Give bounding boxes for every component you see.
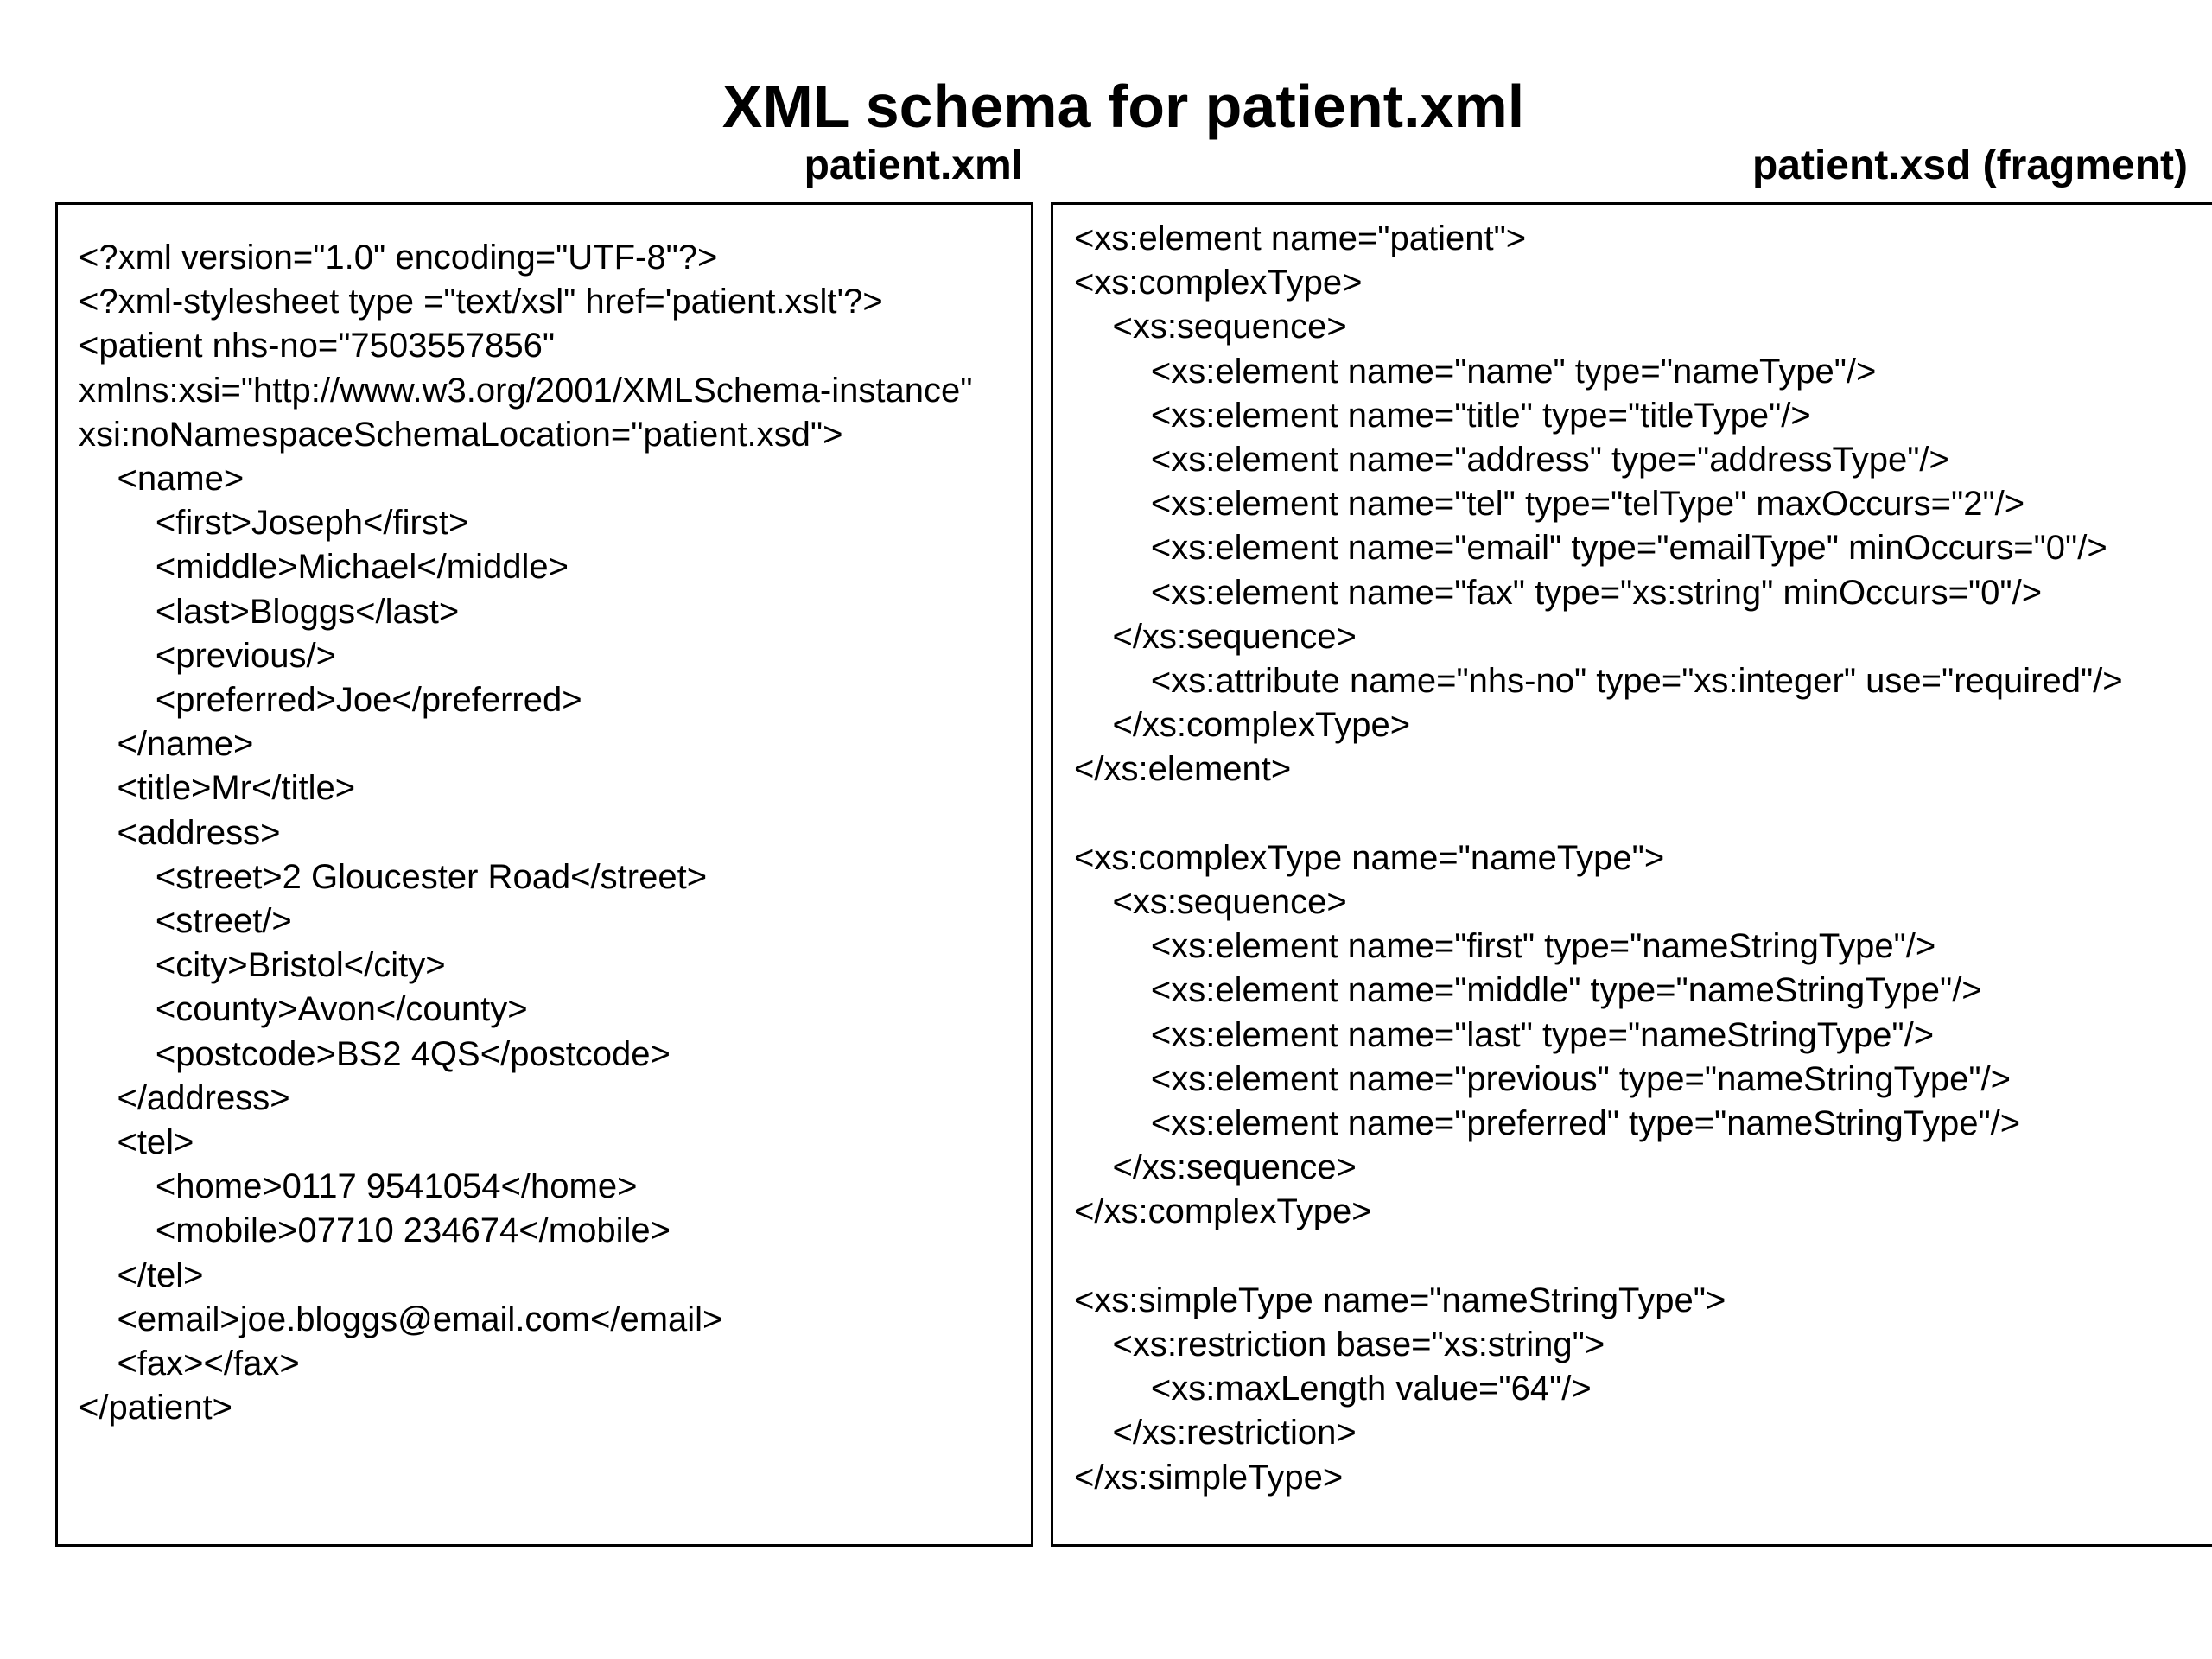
patient-xml-code: <?xml version="1.0" encoding="UTF-8"?> <?xml-stylesheet type ="text/xsl" href='patient.xslt'?> <patient nhs-no="7503557856" xmlns:xsi="http://www.w3.org/2001/XMLSchema-instance" xsi:noNamespaceSchemaLocation="patient.xsd"> <name> <first>Joseph</first> <middle>Michael</middle> <last>Bloggs</last> <previous/> <preferred>Joe</preferred> </name> <title>Mr</title> <address> <street>2 Gloucester Road</street> <street/> <city>Bristol</city> <county>Avon</county> <postcode>BS2 4QS</postcode> </address> <tel> <home>0117 9541054</home> <mobile>07710 234674</mobile> </tel> <email>joe.bloggs@email.com</email> <fax></fax> </patient> <box>79 238 973 1427</box>
patient-xsd-heading: patient.xsd (fragment) <box>1751 143 2188 188</box>
patient-xml-heading: patient.xml <box>804 143 1023 188</box>
patient-xml-panel <box>55 202 1033 1547</box>
patient-xsd-code: <xs:element name="patient"> <xs:complexType> <xs:sequence> <xs:element name="name" type="nameType"/> <xs:element name="title" type="titleType"/> <xs:element name="address" type="addressType"/> <xs:element name="tel" type="telType" maxOccurs="2"/> <xs:element name="email" type="emailType" minOccurs="0"/> <xs:element name="fax" type="xs:string" minOccurs="0"/> </xs:sequence> <xs:attribute name="nhs-no" type="xs:integer" use="required"/> </xs:complexType> </xs:element> <xs:complexType name="nameType"> <xs:sequence> <xs:element name="first" type="nameStringType"/> <xs:element name="middle" type="nameStringType"/> <xs:element name="last" type="nameStringType"/> <xs:element name="previous" type="nameStringType"/> <xs:element name="preferred" type="nameStringType"/> </xs:sequence> </xs:complexType> <xs:simpleType name="nameStringType"> <xs:restriction base="xs:string"> <xs:maxLength value="64"/> </xs:restriction> </xs:simpleType> <box>1074 219 2123 1497</box>
slide-title: XML schema for patient.xml <box>721 73 1525 140</box>
patient-xsd-panel <box>1051 202 2212 1547</box>
